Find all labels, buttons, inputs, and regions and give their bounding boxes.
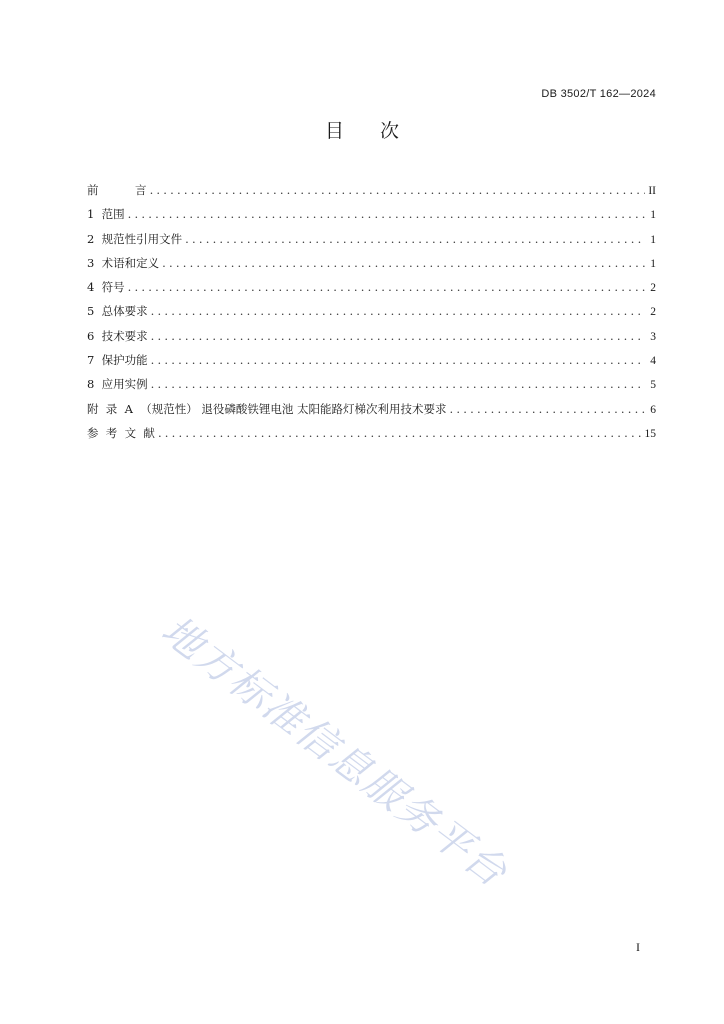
toc-entry-page: 4 — [650, 355, 656, 368]
dot-leader — [185, 232, 645, 246]
dot-leader — [162, 256, 645, 270]
toc-entry-label: 2 规范性引用文件 — [87, 231, 183, 246]
toc-entry-terms[interactable] — [87, 255, 656, 279]
toc-entry-label: 5 总体要求 — [87, 304, 148, 319]
toc-entry-page: 1 — [650, 209, 656, 222]
toc-entry-page: 1 — [650, 257, 656, 270]
toc-entry-label: 1 范围 — [87, 207, 125, 222]
toc-entry-page: 1 — [650, 233, 656, 246]
dot-leader — [151, 304, 645, 318]
toc-entry-scope[interactable] — [87, 206, 656, 230]
watermark: 地方标准信息服务平台 — [152, 607, 517, 897]
toc-entry-page: 2 — [650, 306, 656, 319]
dot-leader — [151, 329, 645, 343]
toc-entry-foreword[interactable] — [87, 182, 656, 206]
toc-entry-label: 6 技术要求 — [87, 328, 148, 343]
toc-entry-application-examples[interactable] — [87, 376, 656, 400]
toc-entry-label: 8 应用实例 — [87, 377, 148, 392]
title-char-2: 次 — [380, 120, 400, 142]
toc-entry-technical-requirements[interactable] — [87, 328, 656, 352]
toc-entry-label: 参 考 文 献 — [87, 425, 155, 440]
toc-entry-label: 附 录 A （规范性） 退役磷酸铁锂电池 太阳能路灯梯次利用技术要求 — [87, 401, 447, 416]
toc-entry-label: 3 术语和定义 — [87, 255, 160, 270]
toc-entry-general-requirements[interactable] — [87, 303, 656, 327]
dot-leader — [151, 377, 645, 391]
toc-entry-label: 前 言 — [87, 183, 147, 197]
dot-leader — [128, 207, 645, 221]
toc-entry-normative-references[interactable] — [87, 231, 656, 255]
table-of-contents — [87, 182, 656, 449]
toc-entry-page: 5 — [650, 379, 656, 392]
toc-entry-symbols[interactable] — [87, 279, 656, 303]
toc-entry-appendix-a[interactable] — [87, 401, 656, 425]
toc-entry-bibliography[interactable] — [87, 425, 656, 449]
dot-leader — [128, 280, 645, 294]
dot-leader — [150, 183, 645, 197]
toc-entry-page: 2 — [650, 282, 656, 295]
standard-number: DB 3502/T 162—2024 — [541, 88, 656, 100]
dot-leader — [158, 426, 642, 440]
toc-entry-protection[interactable] — [87, 352, 656, 376]
dot-leader — [450, 402, 645, 416]
title-char-1: 目 — [324, 120, 344, 142]
toc-entry-label: 4 符号 — [87, 280, 125, 295]
page-title — [0, 116, 724, 143]
toc-entry-label: 7 保护功能 — [87, 353, 148, 368]
page-number: I — [636, 940, 640, 954]
dot-leader — [151, 353, 645, 367]
toc-entry-page: 15 — [644, 427, 656, 440]
toc-entry-page: 3 — [650, 330, 656, 343]
toc-entry-page: II — [648, 185, 656, 197]
toc-entry-page: 6 — [650, 403, 656, 416]
